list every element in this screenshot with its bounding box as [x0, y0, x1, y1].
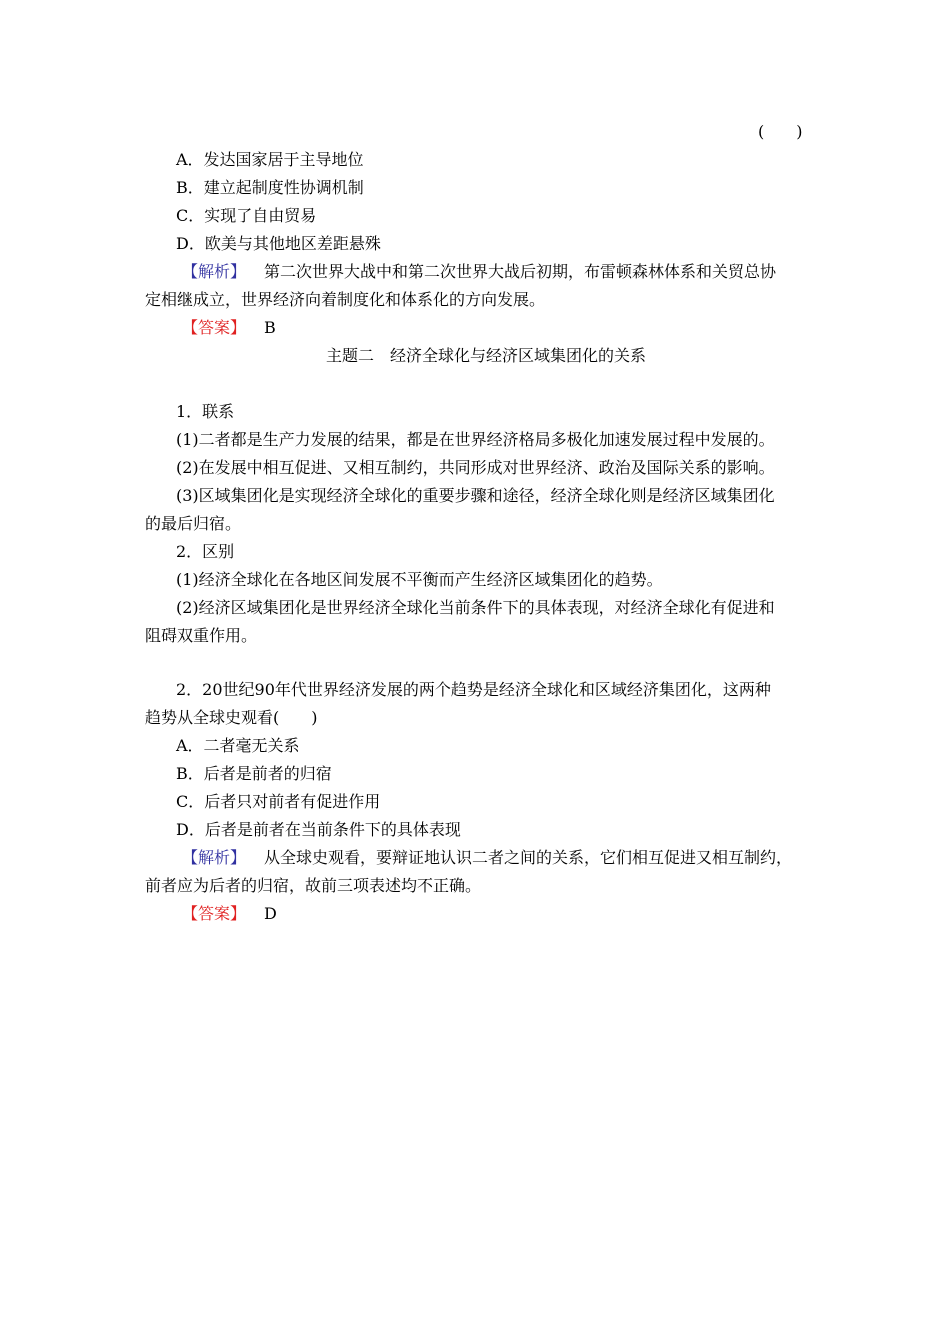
relation-point-2: (2)在发展中相互促进、又相互制约，共同形成对世界经济、政治及国际关系的影响。	[176, 458, 775, 477]
q1-option-a: A．发达国家居于主导地位	[176, 150, 364, 169]
difference-point-1: (1)经济全球化在各地区间发展不平衡而产生经济区域集团化的趋势。	[176, 570, 663, 589]
difference-point-2-line-2: 阻碍双重作用。	[145, 626, 258, 645]
q2-stem-line-2: 趋势从全球史观看( )	[145, 708, 318, 727]
q1-analysis	[182, 262, 776, 282]
q1-option-c: C．实现了自由贸易	[176, 206, 317, 225]
analysis-tag: 【解析】	[182, 262, 247, 281]
answer-tag: 【答案】	[182, 904, 247, 923]
q2-analysis-text-1: 从全球史观看，要辩证地认识二者之间的关系，它们相互促进又相互制约，	[264, 848, 793, 867]
q1-analysis-text-1: 第二次世界大战中和第二次世界大战后初期，布雷顿森林体系和关贸总协	[264, 262, 777, 281]
analysis-tag: 【解析】	[182, 848, 247, 867]
q2-option-b: B．后者是前者的归宿	[176, 764, 332, 783]
q2-stem-line-1: 2．20世纪90年代世界经济发展的两个趋势是经济全球化和区域经济集团化，这两种	[176, 680, 771, 699]
answer-paren: ( )	[758, 122, 803, 141]
section-title: 主题二 经济全球化与经济区域集团化的关系	[326, 346, 647, 365]
q2-answer-value: D	[264, 904, 277, 923]
relation-point-3-line-2: 的最后归宿。	[145, 514, 242, 533]
q1-answer	[182, 318, 276, 338]
heading-relation: 1．联系	[176, 402, 235, 421]
q2-analysis-text-2: 前者应为后者的归宿，故前三项表述均不正确。	[145, 876, 482, 895]
q1-analysis-text-2: 定相继成立，世界经济向着制度化和体系化的方向发展。	[145, 290, 546, 309]
q2-option-d: D．后者是前者在当前条件下的具体表现	[176, 820, 461, 839]
q2-option-c: C．后者只对前者有促进作用	[176, 792, 381, 811]
heading-difference: 2．区别	[176, 542, 235, 561]
difference-point-2-line-1: (2)经济区域集团化是世界经济全球化当前条件下的具体表现，对经济全球化有促进和	[176, 598, 775, 617]
q1-answer-value: B	[264, 318, 276, 337]
q2-answer	[182, 904, 277, 924]
relation-point-3-line-1: (3)区域集团化是实现经济全球化的重要步骤和途径，经济全球化则是经济区域集团化	[176, 486, 775, 505]
q2-option-a: A．二者毫无关系	[176, 736, 300, 755]
q1-option-d: D．欧美与其他地区差距悬殊	[176, 234, 381, 253]
answer-tag: 【答案】	[182, 318, 247, 337]
q1-option-b: B．建立起制度性协调机制	[176, 178, 364, 197]
relation-point-1: (1)二者都是生产力发展的结果，都是在世界经济格局多极化加速发展过程中发展的。	[176, 430, 775, 449]
q2-analysis	[182, 848, 792, 868]
